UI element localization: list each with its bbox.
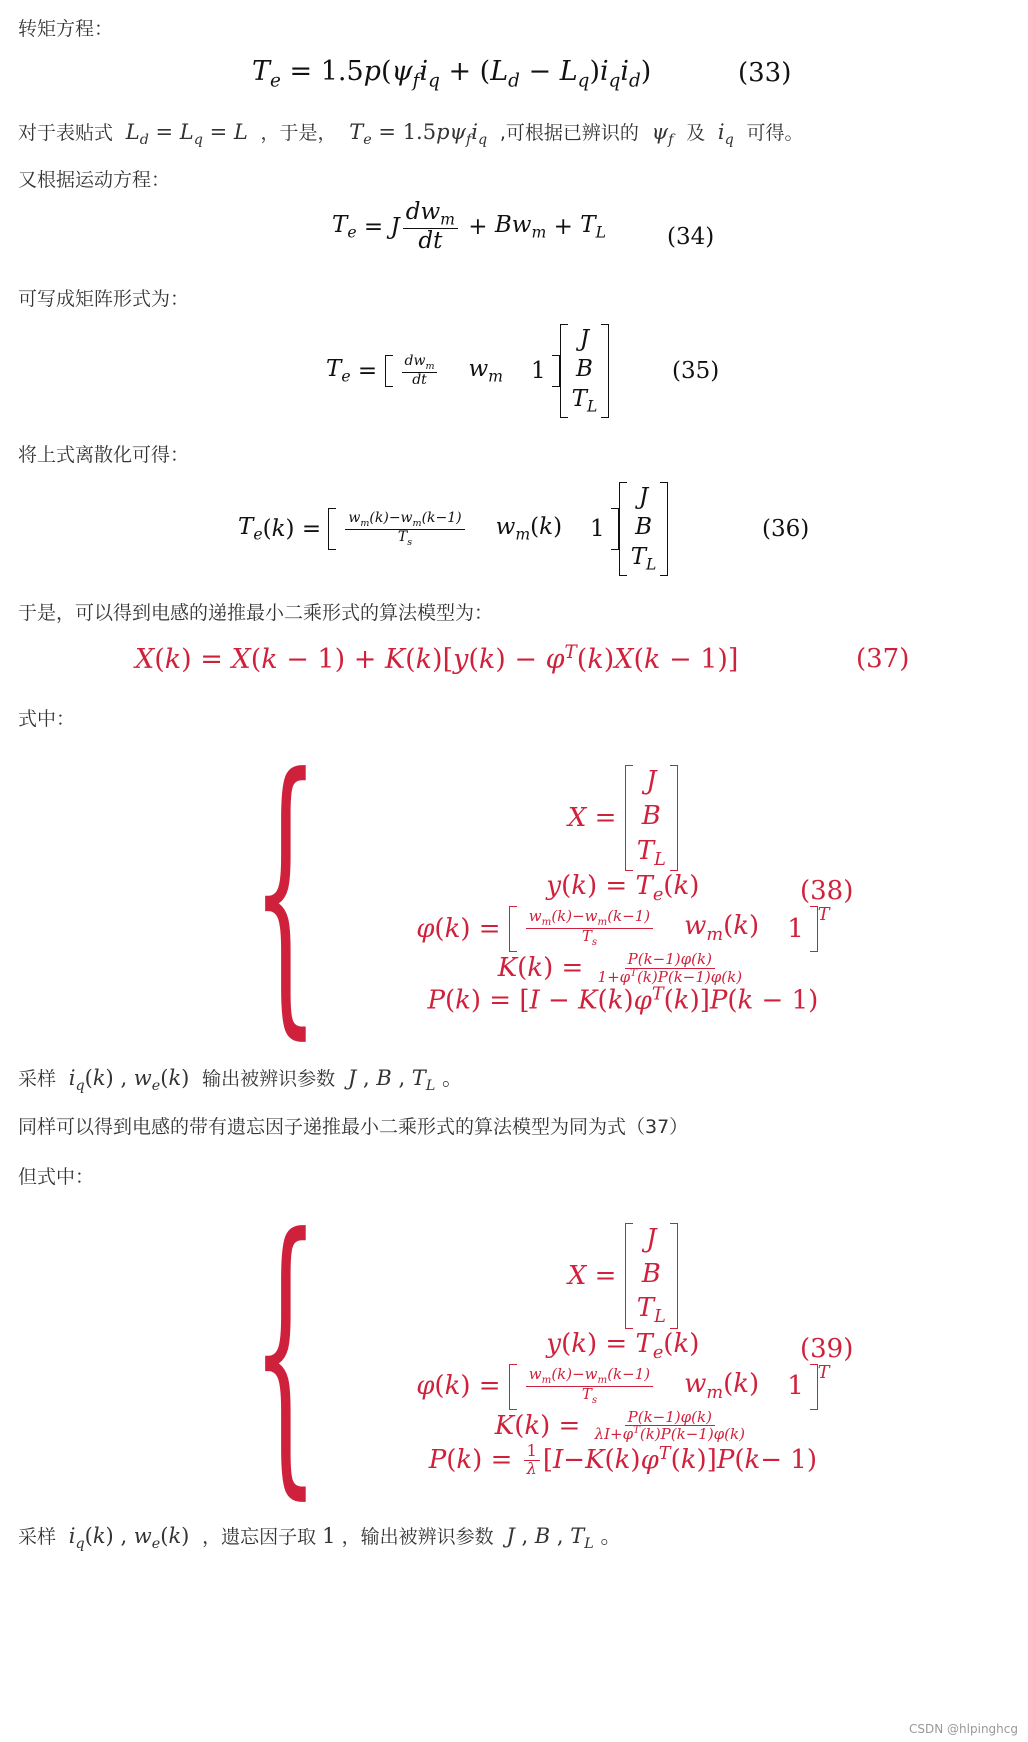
text-sampling-1 (18, 1062, 463, 1094)
equation-number-37: (37) (856, 644, 910, 674)
math-params: J , B , $T_L$ 。 (499, 1524, 622, 1553)
watermark: CSDN @hlpinghcg (909, 1722, 1018, 1736)
text-rls-model: 于是，可以得到电感的递推最小二乘形式的算法模型为： (18, 602, 494, 624)
equation-35: $T_e$ = $\frac{dw_m}{dt}$ $w_m$ 1 J B $T_L$ (326, 324, 609, 418)
text-part: 对于表贴式 (18, 122, 114, 144)
text-part: 采样 (18, 1068, 57, 1090)
math-te-simplified: $T_e = 1.5p\psi_fi_q$ (342, 120, 488, 149)
equation-37: $X(k) = X(k - 1) + K(k)[y(k) - \varphi^T(k)X(k - 1)]$ (135, 642, 739, 675)
equation-number-36: (36) (762, 516, 810, 542)
math-ld-eq-lq: $L_d = L_q = L$ (119, 120, 255, 149)
text-sampling-2 (18, 1520, 621, 1552)
text-part: ,可根据已辨识的 (499, 122, 639, 144)
equation-number-39: (39) (800, 1334, 854, 1364)
text-where: 式中： (18, 708, 76, 730)
text-matrix-form: 可写成矩阵形式为： (18, 288, 190, 310)
left-brace-icon: { (252, 1175, 319, 1524)
math-samples: $i_q(k)$ , $w_e(k)$ (62, 1066, 190, 1095)
text-part: ，遗忘因子取 (202, 1526, 317, 1548)
equation-33: $T_e = 1.5p(\psi_fi_q + (L_d - L_q)i_qi_d)$ (252, 56, 652, 92)
equation-36: $T_e$ ( k ) = $\frac{w_m(k)-w_m(k-1)}{T_s}$ $w_m(k)$ 1 J B $T_L$ (238, 482, 668, 576)
text-part: ，于是， (260, 122, 337, 144)
math-lambda-value: 1 (322, 1524, 336, 1548)
math-params: J , B , $T_L$ 。 (341, 1066, 463, 1095)
text-part: 输出被辨识参数 (202, 1068, 336, 1090)
math-samples: $i_q(k)$ , $w_e(k)$ (62, 1524, 190, 1553)
text-motion-equation: 又根据运动方程： (18, 169, 171, 191)
text-part: ，输出被辨识参数 (341, 1526, 494, 1548)
equation-number-38: (38) (800, 876, 854, 906)
text-forgetting-factor-model: 同样可以得到电感的带有遗忘因子递推最小二乘形式的算法模型为同为式（37） (18, 1116, 689, 1138)
text-part: 采样 (18, 1526, 57, 1548)
math-psi-f: $\psi_f$ (644, 120, 674, 149)
equation-38-system: { X = J B $T_L$ $y(k) = T_e(k)$ φ ( k ) = $\frac{w_m(k)-w_m(k-1)}{T_s}$ $w_m(k)$ 1 $^T$ K ( k ) = $\frac{P(k-1)\varphi(k)}{1+\varphi^T(k)P(k-1)\varphi(k)}$ $P(k) = [I - K(k)\varphi^T(k)]P(k - 1)$ (252, 715, 830, 1064)
equation-number-33: (33) (738, 58, 792, 88)
left-brace-icon: { (252, 715, 319, 1064)
equation-34: $T_e$ = J $\frac{dw_m}{dt}$ + $Bw_m$ + $T_L$ (332, 199, 606, 255)
equation-number-34: (34) (667, 224, 715, 250)
text-part: 可得。 (746, 122, 804, 144)
text-discretize: 将上式离散化可得： (18, 444, 190, 466)
text-part: 及 (686, 122, 706, 144)
text-torque-equation: 转矩方程： (18, 18, 114, 40)
equation-39-system: { X = J B $T_L$ $y(k) = T_e(k)$ φ ( k ) = $\frac{w_m(k)-w_m(k-1)}{T_s}$ $w_m(k)$ 1 $^T$ K ( k ) = $\frac{P(k-1)\varphi(k)}{\lambda I+\varphi^T(k)P(k-1)\varphi(k)}$ P ( k ) = $\frac{1}{\lambda}$ [ I − K ( k ) $\varphi^T$ ( k )] P ( k − 1) (252, 1175, 830, 1524)
math-iq: $i_q$ (711, 120, 734, 149)
equation-number-35: (35) (672, 358, 720, 384)
text-but-where: 但式中： (18, 1166, 95, 1188)
text-surface-mounted (18, 118, 804, 148)
